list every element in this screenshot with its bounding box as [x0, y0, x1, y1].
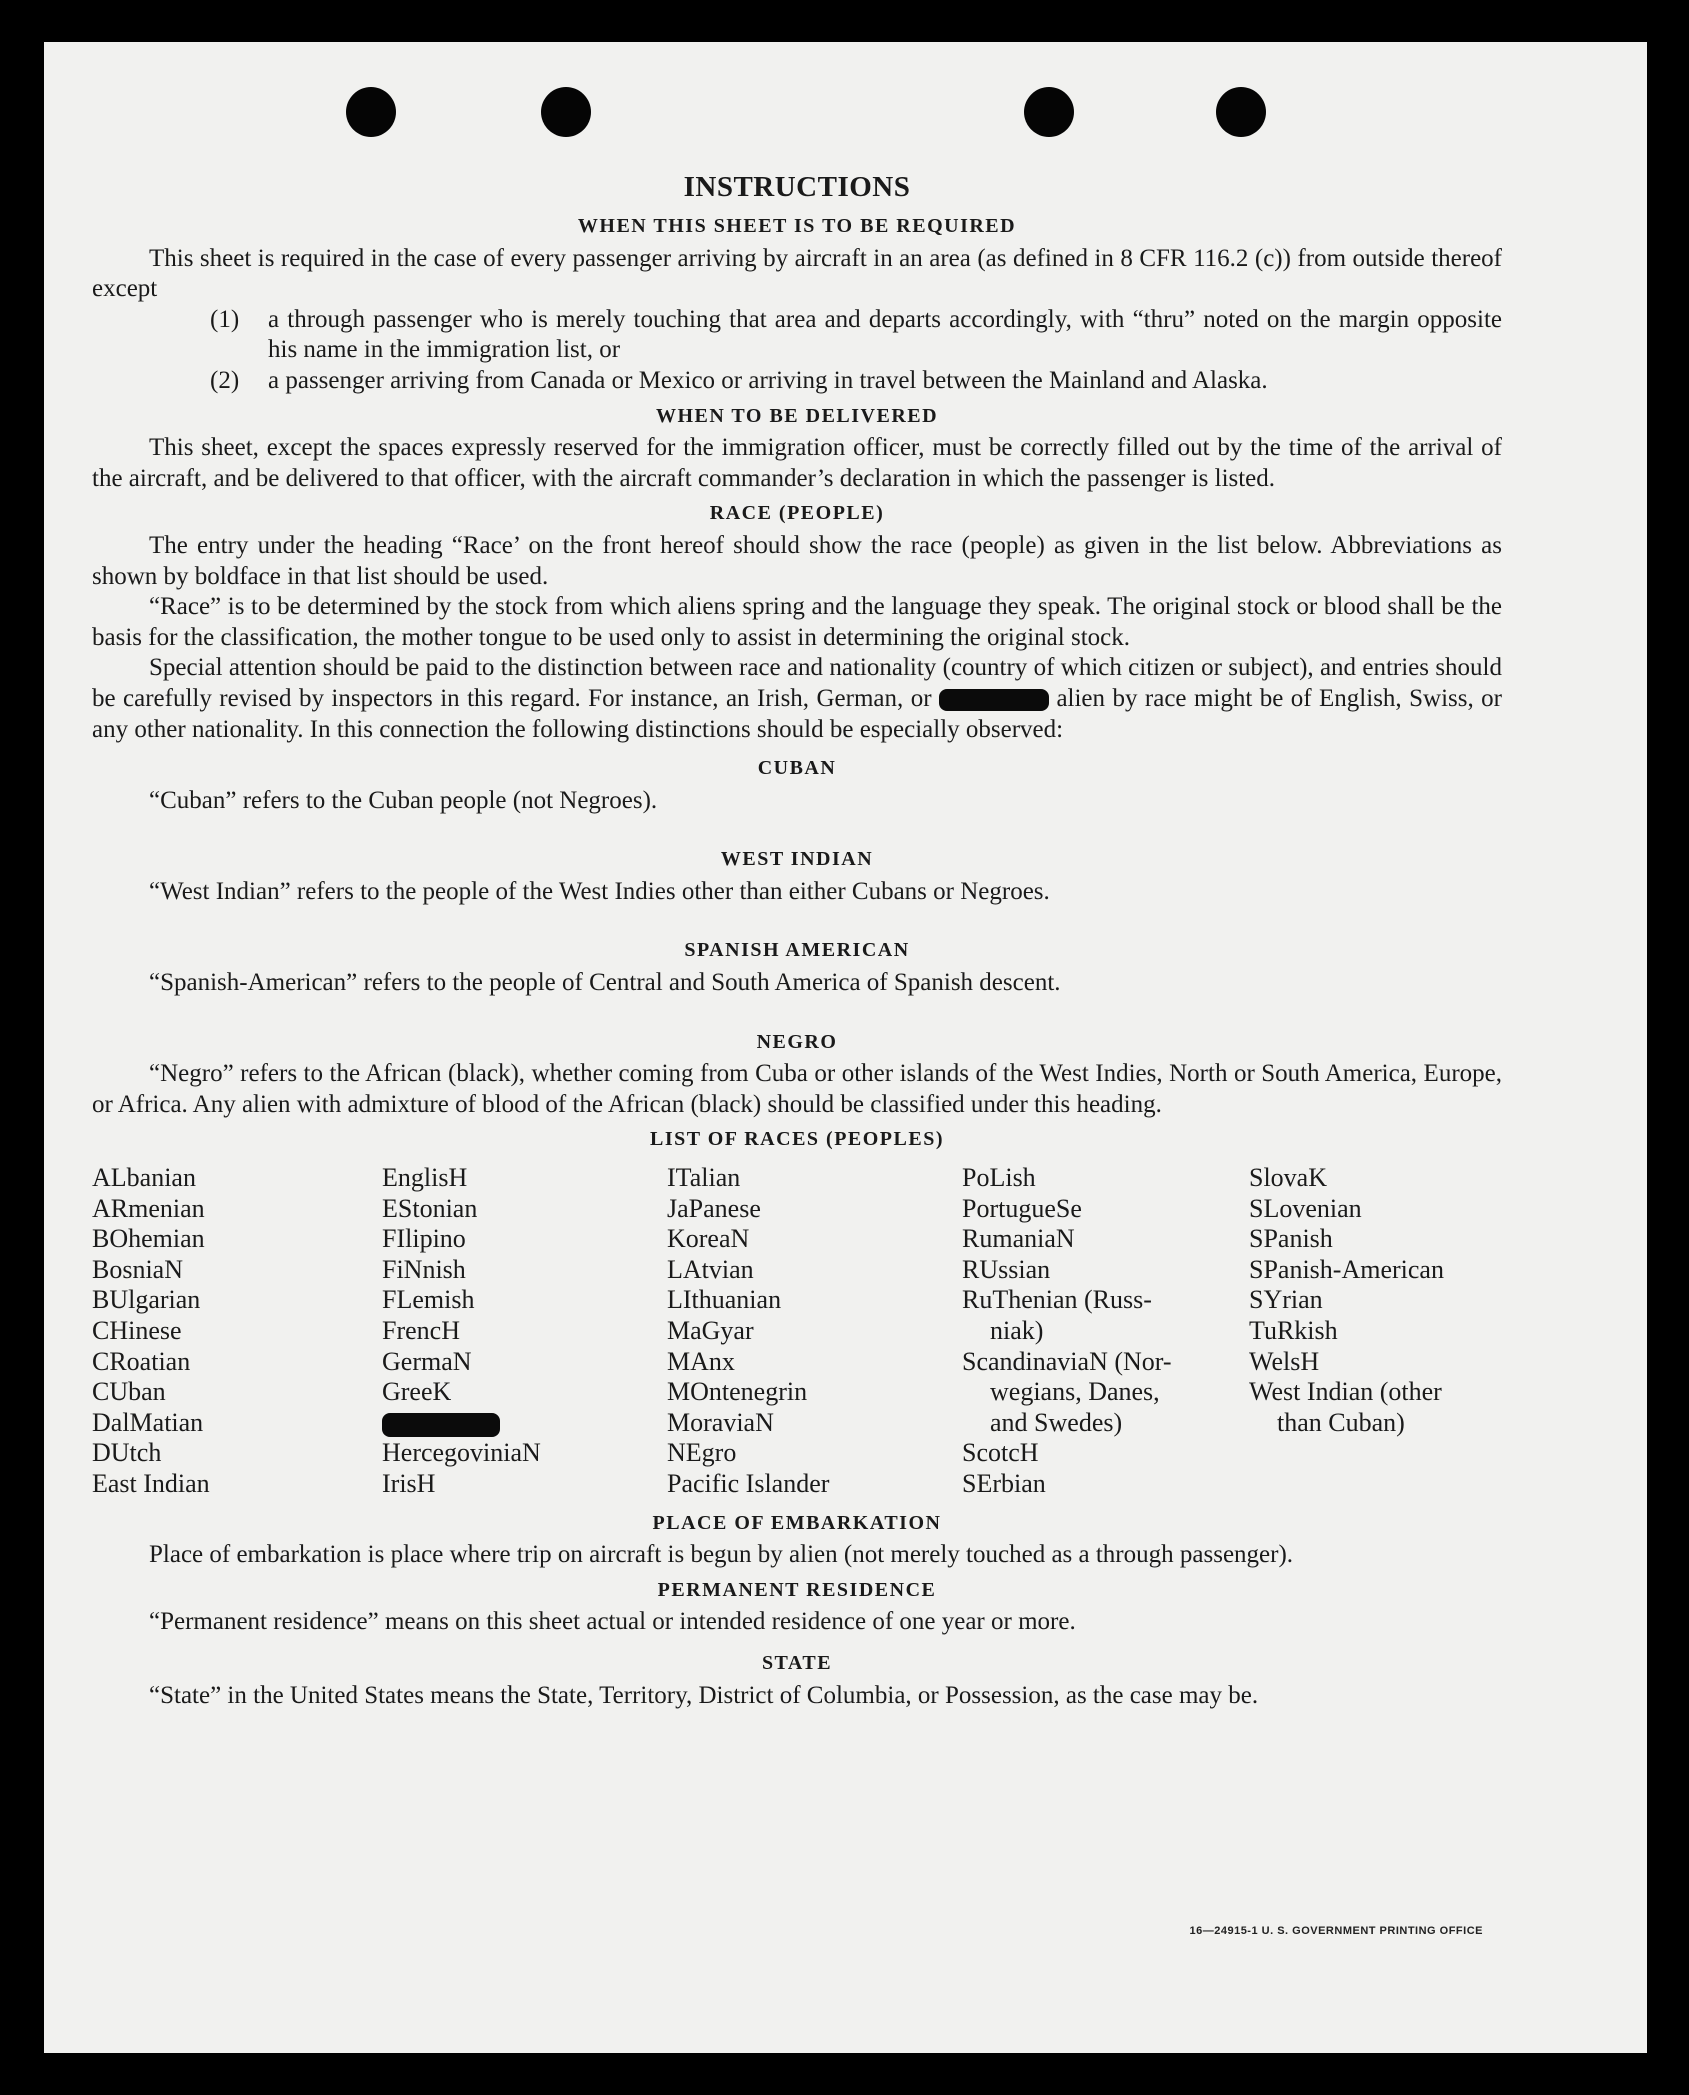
paragraph-when-required: This sheet is required in the case of every passenger arriving by aircraft in an area (as defined in 8 CFR 116.2 (c)) from outside thereof except [92, 244, 1502, 303]
item-number: (1) [210, 305, 240, 333]
race-item: MAnx [667, 1346, 735, 1376]
race-item: ALbanian [92, 1163, 196, 1193]
race-item: MoraviaN [667, 1407, 774, 1437]
heading-when-delivered: WHEN TO BE DELIVERED [655, 404, 939, 427]
paragraph-race-3-part-a: Special attention should be paid to the distinction between race and nationality (country of which citizen or subject), and entries should be carefully revised by inspectors in this regard. For instance, an Irish, German, or [92, 654, 1502, 712]
punch-hole [346, 87, 396, 137]
paragraph-race-1: The entry under the heading “Race’ on the front hereof should show the race (people) as given in the list below. Abbreviations as shown by boldface in that list should be used. [92, 531, 1502, 590]
paragraph-race-3 [92, 653, 1502, 745]
paragraph-race-3-part-b: alien by race might be of English, Swiss, or any other nationality. In this connection the following distinctions should be especially observed: [92, 684, 1502, 743]
page-title: INSTRUCTIONS [683, 171, 911, 203]
race-item: RUssian [962, 1254, 1051, 1284]
heading-embarkation: PLACE OF EMBARKATION [652, 1511, 942, 1534]
race-item: RuThenian (Russ- [962, 1285, 1152, 1315]
race-item: RumaniaN [962, 1224, 1075, 1254]
race-item: GreeK [382, 1377, 452, 1407]
punch-hole [541, 87, 591, 137]
race-item: JaPanese [667, 1193, 761, 1223]
race-item: NEgro [667, 1438, 737, 1468]
paragraph-west-indian: “West Indian” refers to the people of the West Indies other than either Cubans or Negroes. [149, 877, 1050, 905]
heading-state: STATE [761, 1651, 833, 1674]
race-item: HercegoviniaN [382, 1438, 541, 1468]
race-item: WelsH [1249, 1346, 1320, 1376]
race-item: DalMatian [92, 1407, 204, 1437]
item-number: (2) [210, 366, 240, 394]
race-item: KoreaN [667, 1224, 750, 1254]
paragraph-embarkation: Place of embarkation is place where trip on aircraft is begun by alien (not merely touched as a through passenger). [149, 1541, 1294, 1569]
paragraph-state: “State” in the United States means the State, Territory, District of Columbia, or Possession, as the case may be. [149, 1681, 1259, 1709]
paragraph-permanent-residence: “Permanent residence” means on this sheet actual or intended residence of one year or more. [149, 1608, 1076, 1636]
heading-spanish-american: SPANISH AMERICAN [684, 939, 910, 962]
race-item: SYrian [1249, 1285, 1323, 1315]
race-item: PortugueSe [962, 1193, 1082, 1223]
race-item: CUban [92, 1377, 166, 1407]
race-item: IrisH [382, 1468, 436, 1498]
races-list [92, 1163, 1502, 1500]
races-column-3 [667, 1163, 962, 1500]
races-column-1 [92, 1163, 382, 1500]
race-item: CHinese [92, 1316, 182, 1345]
heading-negro: NEGRO [756, 1030, 838, 1053]
race-item: ARmenian [92, 1193, 205, 1223]
race-item: East Indian [92, 1468, 210, 1498]
race-item: LIthuanian [667, 1285, 782, 1315]
race-item: SErbian [962, 1468, 1046, 1498]
exception-item-2 [210, 366, 1502, 397]
redaction-mark [939, 689, 1049, 711]
heading-permanent-residence: PERMANENT RESIDENCE [657, 1578, 937, 1601]
race-item: EnglisH [382, 1163, 468, 1193]
race-item: FLemish [382, 1285, 475, 1315]
heading-cuban: CUBAN [757, 757, 837, 780]
heading-west-indian: WEST INDIAN [720, 848, 874, 871]
item-text: a passenger arriving from Canada or Mexico or arriving in travel between the Mainland and Alaska. [268, 366, 1268, 394]
race-item: DUtch [92, 1438, 162, 1468]
paragraph-when-delivered: This sheet, except the spaces expressly reserved for the immigration officer, must be correctly filled out by the time of the arrival of the aircraft, and be delivered to that officer, with the aircraft commander’s declaration in which the passenger is listed. [92, 434, 1502, 492]
race-item: Pacific Islander [667, 1468, 830, 1498]
race-item: SPanish [1249, 1224, 1333, 1254]
race-item: FIlipino [382, 1224, 466, 1254]
race-item: ITalian [667, 1163, 741, 1193]
race-item: FiNnish [382, 1254, 466, 1284]
heading-when-required: WHEN THIS SHEET IS TO BE REQUIRED [577, 215, 1017, 237]
paragraph-negro: “Negro” refers to the African (black), whether coming from Cuba or other islands of the West Indies, North or South America, Europe, or Africa. Any alien with admixture of blood of the African (black) should be classified under this heading. [92, 1060, 1502, 1118]
race-item: SLovenian [1249, 1193, 1362, 1223]
race-item: than Cuban) [1277, 1407, 1405, 1437]
race-item: West Indian (other [1249, 1377, 1442, 1407]
race-item: FrencH [382, 1316, 460, 1345]
race-item: niak) [990, 1316, 1044, 1345]
paragraph-cuban: “Cuban” refers to the Cuban people (not Negroes). [149, 786, 658, 814]
heading-race: RACE (PEOPLE) [709, 502, 885, 525]
redaction-mark [382, 1413, 500, 1437]
race-item: SPanish-American [1249, 1254, 1444, 1284]
race-item: LAtvian [667, 1254, 754, 1284]
paragraph-race-2: “Race” is to be determined by the stock from which aliens spring and the language they speak. The original stock or blood shall be the basis for the classification, the mother tongue to be used only to assist in determining the original stock. [92, 593, 1502, 651]
race-item: BosniaN [92, 1254, 183, 1284]
instructions-content [92, 167, 1502, 1711]
race-item: CRoatian [92, 1346, 191, 1376]
race-item: MaGyar [667, 1316, 754, 1345]
race-item: SlovaK [1249, 1163, 1327, 1193]
race-item: EStonian [382, 1193, 478, 1223]
race-item: ScandinaviaN (Nor- [962, 1346, 1172, 1376]
printing-office-footer: 16—24915-1 U. S. GOVERNMENT PRINTING OFFICE [1189, 1925, 1483, 1937]
paragraph-spanish-american: “Spanish-American” refers to the people of Central and South America of Spanish descent. [149, 969, 1061, 997]
races-column-5 [1249, 1163, 1502, 1500]
race-item-redacted [382, 1408, 667, 1439]
race-item: TuRkish [1249, 1316, 1338, 1345]
item-text: a through passenger who is merely touching that area and departs accordingly, with “thru” noted on the margin opposite his name in the immigration list, or [268, 305, 1502, 364]
race-item: and Swedes) [990, 1407, 1123, 1437]
punch-hole [1216, 87, 1266, 137]
race-item: GermaN [382, 1346, 472, 1376]
document-page [44, 42, 1647, 2053]
race-item: BOhemian [92, 1224, 205, 1254]
race-item: MOntenegrin [667, 1377, 808, 1407]
punch-hole [1024, 87, 1074, 137]
race-item: wegians, Danes, [990, 1377, 1160, 1407]
race-item: BUlgarian [92, 1285, 201, 1315]
heading-list-of-races: LIST OF RACES (PEOPLES) [649, 1128, 944, 1151]
exception-item-1 [210, 305, 1502, 366]
races-column-4 [962, 1163, 1249, 1500]
race-item: PoLish [962, 1163, 1036, 1193]
race-item: ScotcH [962, 1438, 1039, 1468]
races-column-2 [382, 1163, 667, 1500]
